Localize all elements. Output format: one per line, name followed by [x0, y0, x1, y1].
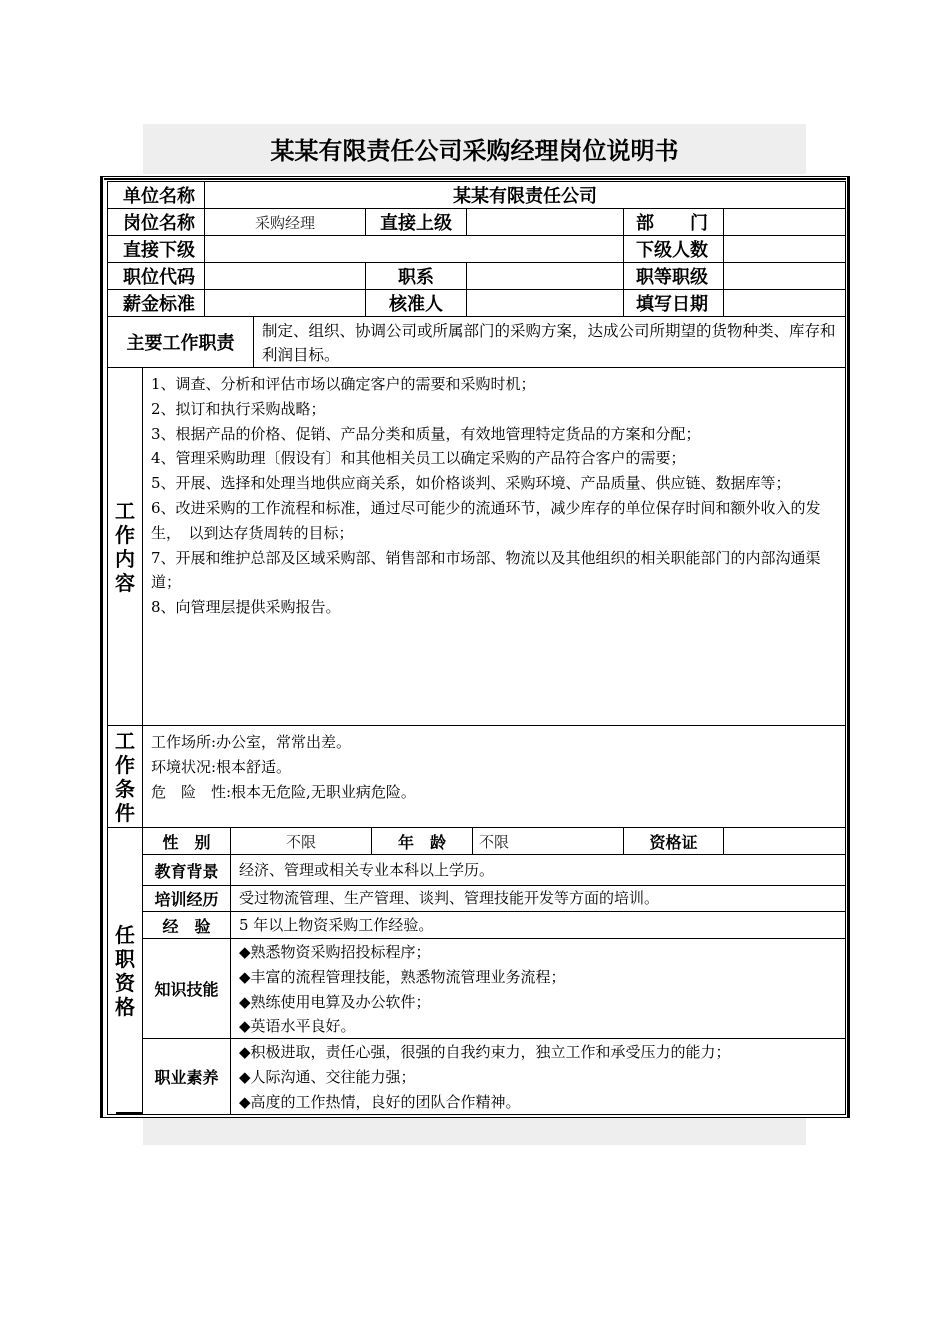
training-label: 培训经历 [142, 885, 231, 912]
certificate-label: 资格证 [623, 827, 724, 855]
fill-date-label: 填写日期 [623, 289, 724, 317]
work-item-7: 7、开展和维护总部及区域采购部、销售部和市场部、物流以及其他组织的相关职能部门的内部沟通渠道； [151, 548, 821, 592]
quality-item: ◆高度的工作热情，良好的团队合作精神。 [239, 1092, 521, 1111]
department-value [723, 208, 846, 236]
position-name-value: 采购经理 [204, 208, 366, 236]
work-conditions-label: 工作条件 [107, 725, 143, 828]
condition-hazard: 危 险 性:根本无危险,无职业病危险。 [151, 782, 416, 801]
main-duty-text: 制定、组织、协调公司或所属部门的采购方案，达成公司所期望的货物种类、库存和利润目标。 [253, 316, 846, 368]
experience-value: 5 年以上物资采购工作经验。 [230, 911, 846, 939]
professional-quality-label: 职业素养 [142, 1038, 231, 1115]
position-name-label: 岗位名称 [107, 208, 205, 236]
document-title: 某某有限责任公司采购经理岗位说明书 [270, 137, 679, 165]
job-series-label: 职系 [365, 262, 467, 290]
direct-superior-label: 直接上级 [365, 208, 467, 236]
knowledge-skills-label: 知识技能 [142, 938, 231, 1039]
age-value: 不限 [472, 827, 624, 855]
age-label: 年 龄 [371, 827, 473, 855]
skill-item: ◆熟练使用电算及办公软件； [239, 992, 431, 1011]
experience-label: 经 验 [142, 911, 231, 939]
direct-subordinate-value [204, 235, 624, 263]
condition-environment: 环境状况:根本舒适。 [151, 757, 292, 776]
education-label: 教育背景 [142, 854, 231, 886]
job-grade-value [723, 262, 846, 290]
work-item-8: 8、向管理层提供采购报告。 [151, 598, 341, 617]
work-content-label: 工作内容 [107, 367, 143, 726]
education-value: 经济、管理或相关专业本科以上学历。 [230, 854, 846, 886]
job-description-form [100, 176, 850, 1118]
direct-superior-value [466, 208, 624, 236]
subordinate-count-label: 下级人数 [623, 235, 724, 263]
work-item-1: 1、调查、分析和评估市场以确定客户的需要和采购时机； [151, 375, 536, 393]
work-item-5: 5、开展、选择和处理当地供应商关系，如价格谈判、采购环境、产品质量、供应链、数据库等； [151, 474, 791, 493]
work-item-2: 2、拟订和执行采购战略； [151, 399, 326, 418]
training-value: 受过物流管理、生产管理、谈判、管理技能开发等方面的培训。 [230, 885, 846, 912]
condition-workplace: 工作场所:办公室，常常出差。 [151, 733, 352, 751]
certificate-value [723, 827, 846, 855]
unit-name-value: 某某有限责任公司 [204, 181, 846, 209]
department-label: 部 门 [623, 208, 724, 236]
direct-subordinate-label: 直接下级 [107, 235, 205, 263]
work-conditions-list [142, 725, 846, 828]
salary-standard-value [204, 289, 366, 317]
work-item-6: 6、改进采购的工作流程和标准，通过尽可能少的流通环节，减少库存的单位保存时间和额外收入的发生， 以到达存货周转的目标； [151, 498, 821, 542]
quality-item: ◆人际沟通、交往能力强； [239, 1067, 416, 1086]
approver-label: 核准人 [365, 289, 467, 317]
job-grade-label: 职等职级 [623, 262, 724, 290]
bottom-rule [116, 1112, 142, 1115]
job-series-value [466, 262, 624, 290]
footer-background-band [143, 1118, 806, 1145]
gender-value: 不限 [230, 827, 372, 855]
unit-name-label: 单位名称 [107, 181, 205, 209]
professional-quality-list [230, 1038, 846, 1115]
work-item-4: 4、管理采购助理〔假设有〕和其他相关员工以确定采购的产品符合客户的需要； [151, 449, 686, 468]
work-item-3: 3、根据产品的价格、促销、产品分类和质量，有效地管理特定货品的方案和分配； [151, 424, 701, 443]
gender-label: 性 别 [142, 827, 231, 855]
position-code-label: 职位代码 [107, 262, 205, 290]
subordinate-count-value [723, 235, 846, 263]
skill-item: ◆丰富的流程管理技能，熟悉物流管理业务流程； [239, 967, 566, 986]
fill-date-value [723, 289, 846, 317]
work-content-list [142, 367, 846, 726]
position-code-value [204, 262, 366, 290]
main-duty-label: 主要工作职责 [107, 316, 254, 368]
skill-item: ◆熟悉物资采购招投标程序； [239, 943, 431, 961]
quality-item: ◆积极进取，责任心强，很强的自我约束力，独立工作和承受压力的能力； [239, 1043, 731, 1061]
approver-value [466, 289, 624, 317]
knowledge-skills-list [230, 938, 846, 1039]
salary-standard-label: 薪金标准 [107, 289, 205, 317]
skill-item: ◆英语水平良好。 [239, 1017, 356, 1036]
qualifications-label: 任职资格 [107, 827, 143, 1115]
